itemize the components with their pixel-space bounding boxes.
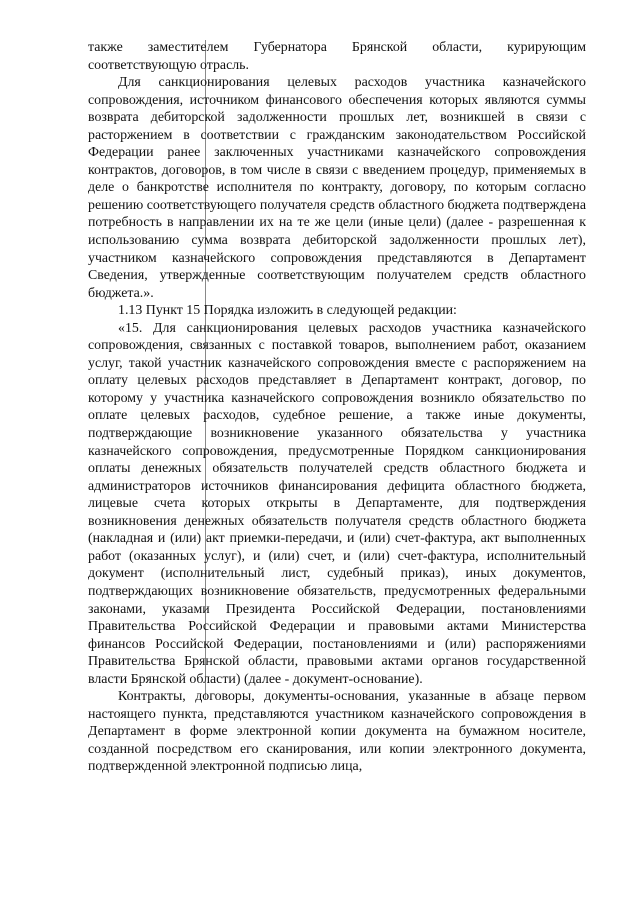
document-body — [88, 39, 586, 776]
paragraph-debt-return: Для санкционирования целевых расходов участника казначейского сопровождения, источником финансового обеспечения которых являются суммы возврата дебиторской задолженности прошлых лет, возникшей в связи с расторжением в соответствии с гражданским законодательством Российской Федерации ранее заключенных участниками казначейского сопровождения контрактов, договоров, в том числе в связи с введением процедур, применяемых в деле о банкротстве исполнителя по контракту, договору, по которым согласно решению соответствующего получателя средств областного бюджета подтверждена потребность в направлении их на те же цели (иные цели) (далее - разрешенная к использованию сумма возврата дебиторской задолженности прошлых лет), участником казначейского сопровождения представляются в Департамент Сведения, утвержденные соответствующим получателем средств областного бюджета.». — [88, 75, 586, 301]
paragraph-continuation: также заместителем Губернатора Брянской области, курирующим соответствующую отрасль. — [88, 40, 586, 73]
paragraph-item-1-13: 1.13 Пункт 15 Порядка изложить в следующей редакции: — [118, 303, 457, 319]
paragraph-item-15: «15. Для санкционирования целевых расходов участника казначейского сопровождения, связанных с поставкой товаров, выполнением работ, оказанием услуг, такой участник казначейского сопровождения вместе с распоряжением на оплату целевых расходов представляет в Департамент контракт, договор, по которому у участника казначейского сопровождения возникло обязательство по оплате целевых расходов, судебное решение, а также иные документы, подтверждающие возникновение указанного обязательства у участника казначейского сопровождения, предусмотренные Порядком санкционирования оплаты денежных обязательств получателей средств областного бюджета и администраторов источников финансирования дефицита областного бюджета, лицевые счета которых открыты в Департаменте, для подтверждения возникновения денежных обязательств получателя средств областного бюджета (накладная и (или) акт приемки-передачи, и (или) счет-фактура, акт выполненных работ (оказанных услуг), и (или) счет, и (или) счет-фактура, исполнительный документ (исполнительный лист, судебный приказ), иных документов, подтверждающих возникновение обязательств, предусмотренных федеральными законами, указами Президента Российской Федерации, постановлениями Правительства Российской Федерации и правовыми актами Министерства финансов Российской Федерации, постановлениями и (или) распоряжениями Правительства Брянской области, правовыми актами органов государственной власти Брянской области) (далее - документ-основание). — [88, 320, 586, 687]
paragraph-contracts: Контракты, договоры, документы-основания, указанные в абзаце первом настоящего пункта, представляются участником казначейского сопровождения в Департамент в форме электронной копии документа на бумажном носителе, созданной посредством его сканирования, или копии электронного документа, подтвержденной электронной подписью лица, — [88, 689, 586, 775]
